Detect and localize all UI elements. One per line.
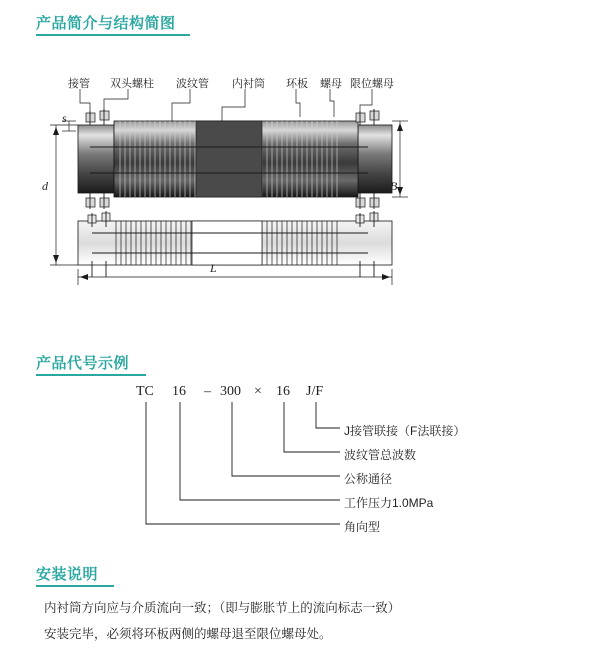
code-desc-diameter: 公称通径 [344,472,393,486]
code-token-pressure: 16 [172,384,186,399]
section-underline-install [36,585,114,587]
callout-label-4: 环板 [286,78,308,90]
code-token-connection: J/F [306,384,324,399]
section-title-install: 安装说明 [36,566,99,583]
code-desc-pressure: 工作压力1.0MPa [344,496,434,510]
dim-label-L: L [210,261,217,275]
section-underline-product-intro [36,34,190,36]
structure-diagram [0,55,600,295]
code-token-diameter: 300 [220,384,241,399]
dim-label-d: d [42,179,48,193]
code-token-dash: – [204,384,211,399]
code-token-times: × [254,384,262,399]
callout-label-0: 接管 [68,78,90,90]
code-desc-waves: 波纹管总波数 [344,448,417,462]
section-title-product-intro: 产品简介与结构简图 [36,15,176,32]
install-note-2: 安装完毕，必须将环板两侧的螺母退至限位螺母处。 [44,627,332,641]
code-leader-lines [0,380,600,540]
install-note-1: 内衬筒方向应与介质流向一致；（即与膨胀节上的流向标志一致） [44,601,401,615]
expansion-joint-drawing-svg [0,55,600,295]
callout-label-5: 螺母 [320,78,342,90]
dim-label-s: s [62,111,67,125]
callout-label-6: 限位螺母 [350,78,394,90]
code-desc-connection: J接管联接（F法联接） [344,424,466,438]
section-title-product-code: 产品代号示例 [36,355,130,372]
code-token-model: TC [136,384,154,399]
callout-label-2: 波纹管 [176,78,209,90]
code-desc-type: 角向型 [344,520,381,534]
callout-label-1: 双头螺柱 [110,78,154,90]
code-token-waves: 16 [276,384,290,399]
dim-label-B: B [390,179,398,193]
section-underline-product-code [36,374,146,376]
install-notes [44,598,564,650]
product-code-example [0,380,600,540]
callout-label-3: 内衬筒 [232,78,265,90]
